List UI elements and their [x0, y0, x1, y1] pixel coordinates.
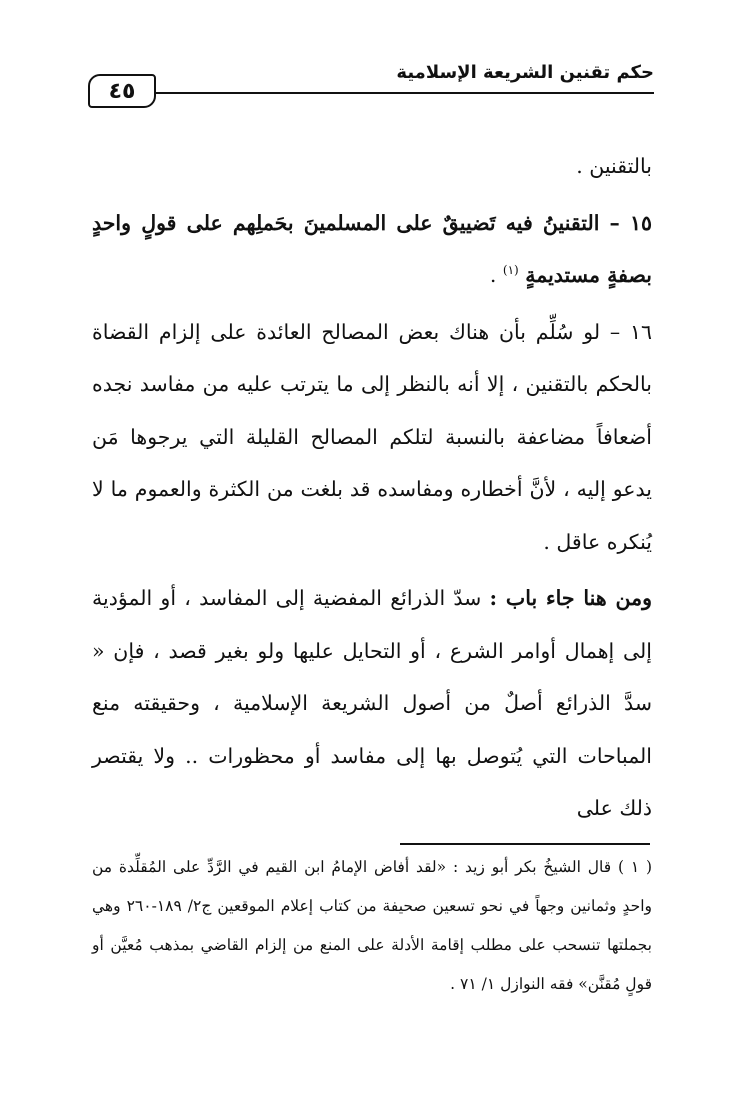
item-16 — [92, 306, 652, 569]
page-number: ٤٥ — [88, 74, 156, 108]
header-rule — [154, 92, 654, 94]
item-16-text: ١٦ – لو سُلِّم بأن هناك بعض المصالح العائدة على إلزام القضاة بالحكم بالتقنين ، إلا أنه بالنظر إلى ما يترتب عليه من مفاسد نجده — [92, 319, 652, 396]
item-16-rest: أضعافاً مضاعفة بالنسبة لتلكم المصالح القليلة التي يرجوها مَن يدعو إليه ، لأنَّ أخطاره ومفاسده قد بلغت من الكثرة والعموم ما لا يُنكره عاقل . — [92, 424, 652, 554]
footnote-ref: (١) — [502, 263, 519, 278]
footnote — [92, 848, 652, 1004]
paragraph-lead: ومن هنا جاء باب : — [489, 586, 652, 610]
page-header — [88, 60, 654, 120]
item-15-text: ١٥ – التقنينُ فيه تَضييقٌ على المسلمينَ بحَملِهم على قولٍ واحدٍ بصفةٍ مستديمةٍ — [92, 210, 652, 287]
paragraph-text: سدّ الذرائع المفضية إلى المفاسد ، أو المؤدية إلى إهمال أوامر الشرع ، أو التحايل عليها ولو بغير قصد ، فإن « سدَّ الذرائع أصلٌ من أصول الشريعة الإسلامية ، وحقيقته منع المباحات التي يُتوصل بها إلى مفاسد أو محظورات .. ولا يقتصر ذلك على — [92, 586, 652, 820]
running-title: حكم تقنين الشريعة الإسلامية — [390, 62, 654, 83]
item-15 — [92, 197, 652, 302]
item-15-end: . — [489, 263, 503, 287]
text-line: بالتقنين . — [576, 154, 652, 178]
main-text — [92, 140, 652, 839]
footnote-text: ( ١ ) قال الشيخُ بكر أبو زيد : «لقد أفاض الإمامُ ابن القيم في الرَّدِّ على المُقلِّدة من واحدٍ وثمانين وجهاً في نحو تسعين صحيفة من كتاب إعلام الموقعين ج٢/ ١٨٩-٢٦٠ وهي بجملتها تنسحب على مطلب إقامة الأدلة على المنع من إلزام القاضي بمذهب مُعيَّن أو قولٍ مُقنَّن» فقه النوازل ١/ ٧١ . — [92, 858, 652, 993]
paragraph-bab — [92, 572, 652, 835]
footnote-separator — [400, 843, 650, 845]
